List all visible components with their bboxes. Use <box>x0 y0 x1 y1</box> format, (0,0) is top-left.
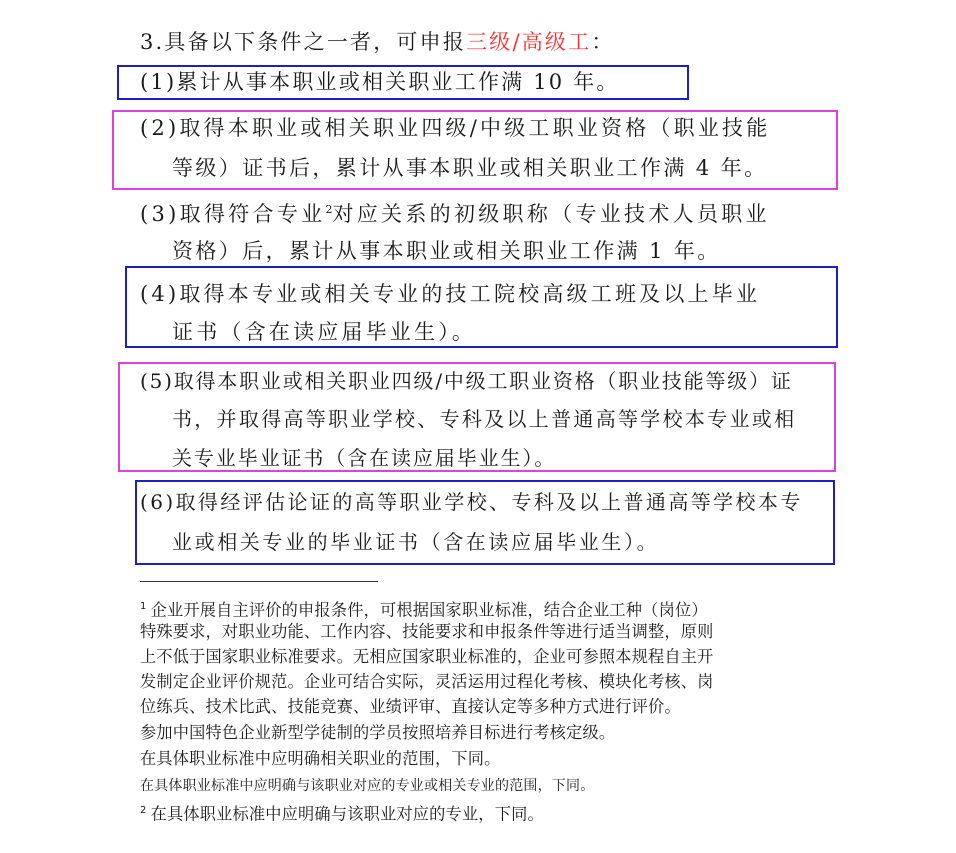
footnote-1-line-2: 特殊要求，对职业功能、工作内容、技能要求和申报条件等进行适当调整，原则 <box>140 622 714 641</box>
intro-line <box>140 28 615 56</box>
footnote-ref-2[interactable]: 2 <box>325 203 333 216</box>
condition-6-line-1: (6)取得经评估论证的高等职业学校、专科及以上普通高等学校本专 <box>140 490 803 514</box>
condition-2-line-2: 等级）证书后，累计从事本职业或相关职业工作满 4 年。 <box>172 156 768 180</box>
condition-1-line-1: (1)累计从事本职业或相关职业工作满 10 年。 <box>140 70 620 94</box>
condition-3-text-a: (3)取得符合专业 <box>140 202 326 226</box>
footnote-2-line <box>140 800 544 825</box>
footnote-1-line-6: 参加中国特色企业新型学徒制的学员按照培养目标进行考核定级。 <box>140 723 616 742</box>
condition-4-line-2: 证书（含在读应届毕业生）。 <box>172 320 477 344</box>
condition-2-line-1: (2)取得本职业或相关职业四级/中级工职业资格（职业技能 <box>140 116 771 140</box>
footnote-1-line-5: 位练兵、技术比武、技能竞赛、业绩评审、直接认定等多种方式进行评价。 <box>140 697 681 716</box>
condition-3-line-2: 资格）后，累计从事本职业或相关职业工作满 1 年。 <box>172 239 721 263</box>
intro-suffix: ： <box>591 30 615 54</box>
intro-highlight: 三级/高级工 <box>466 30 592 54</box>
condition-5-line-3: 关专业毕业证书（含在读应届毕业生）。 <box>172 446 557 470</box>
footnote-1-line-7: 在具体职业标准中应明确相关职业的范围，下同。 <box>140 749 501 768</box>
footnote-1-line-4: 发制定企业评价规范。企业可结合实际，灵活运用过程化考核、模块化考核、岗 <box>140 672 714 691</box>
footnote-2-text: 在具体职业标准中应明确与该职业对应的专业，下同。 <box>150 804 544 824</box>
footnote-1-text-1: 企业开展自主评价的申报条件，可根据国家职业标准，结合企业工种（岗位） <box>150 600 708 620</box>
intro-prefix: 3.具备以下条件之一者，可申报 <box>140 30 467 54</box>
condition-5-line-1: (5)取得本职业或相关职业四级/中级工职业资格（职业技能等级）证 <box>140 369 793 393</box>
footnote-2-mark: 2 <box>140 805 147 816</box>
condition-6-line-2: 业或相关专业的毕业证书（含在读应届毕业生）。 <box>172 530 660 554</box>
condition-5-line-2: 书，并取得高等职业学校、专科及以上普通高等学校本专业或相 <box>172 407 797 431</box>
condition-4-line-1: (4)取得本专业或相关专业的技工院校高级工班及以上毕业 <box>140 282 761 306</box>
footnote-divider <box>140 581 378 582</box>
footnote-1-line-1 <box>140 596 708 621</box>
condition-3-text-b: 对应关系的初级职称（专业技术人员职业 <box>332 202 770 226</box>
footnote-1-mark: 1 <box>140 601 147 612</box>
footnote-extra: 在具体职业标准中应明确与该职业对应的专业或相关专业的范围，下同。 <box>140 778 595 794</box>
footnote-1-line-3: 上不低于国家职业标准要求。无相应国家职业标准的，企业可参照本规程自主开 <box>140 647 714 666</box>
condition-3-line-1 <box>140 196 770 228</box>
